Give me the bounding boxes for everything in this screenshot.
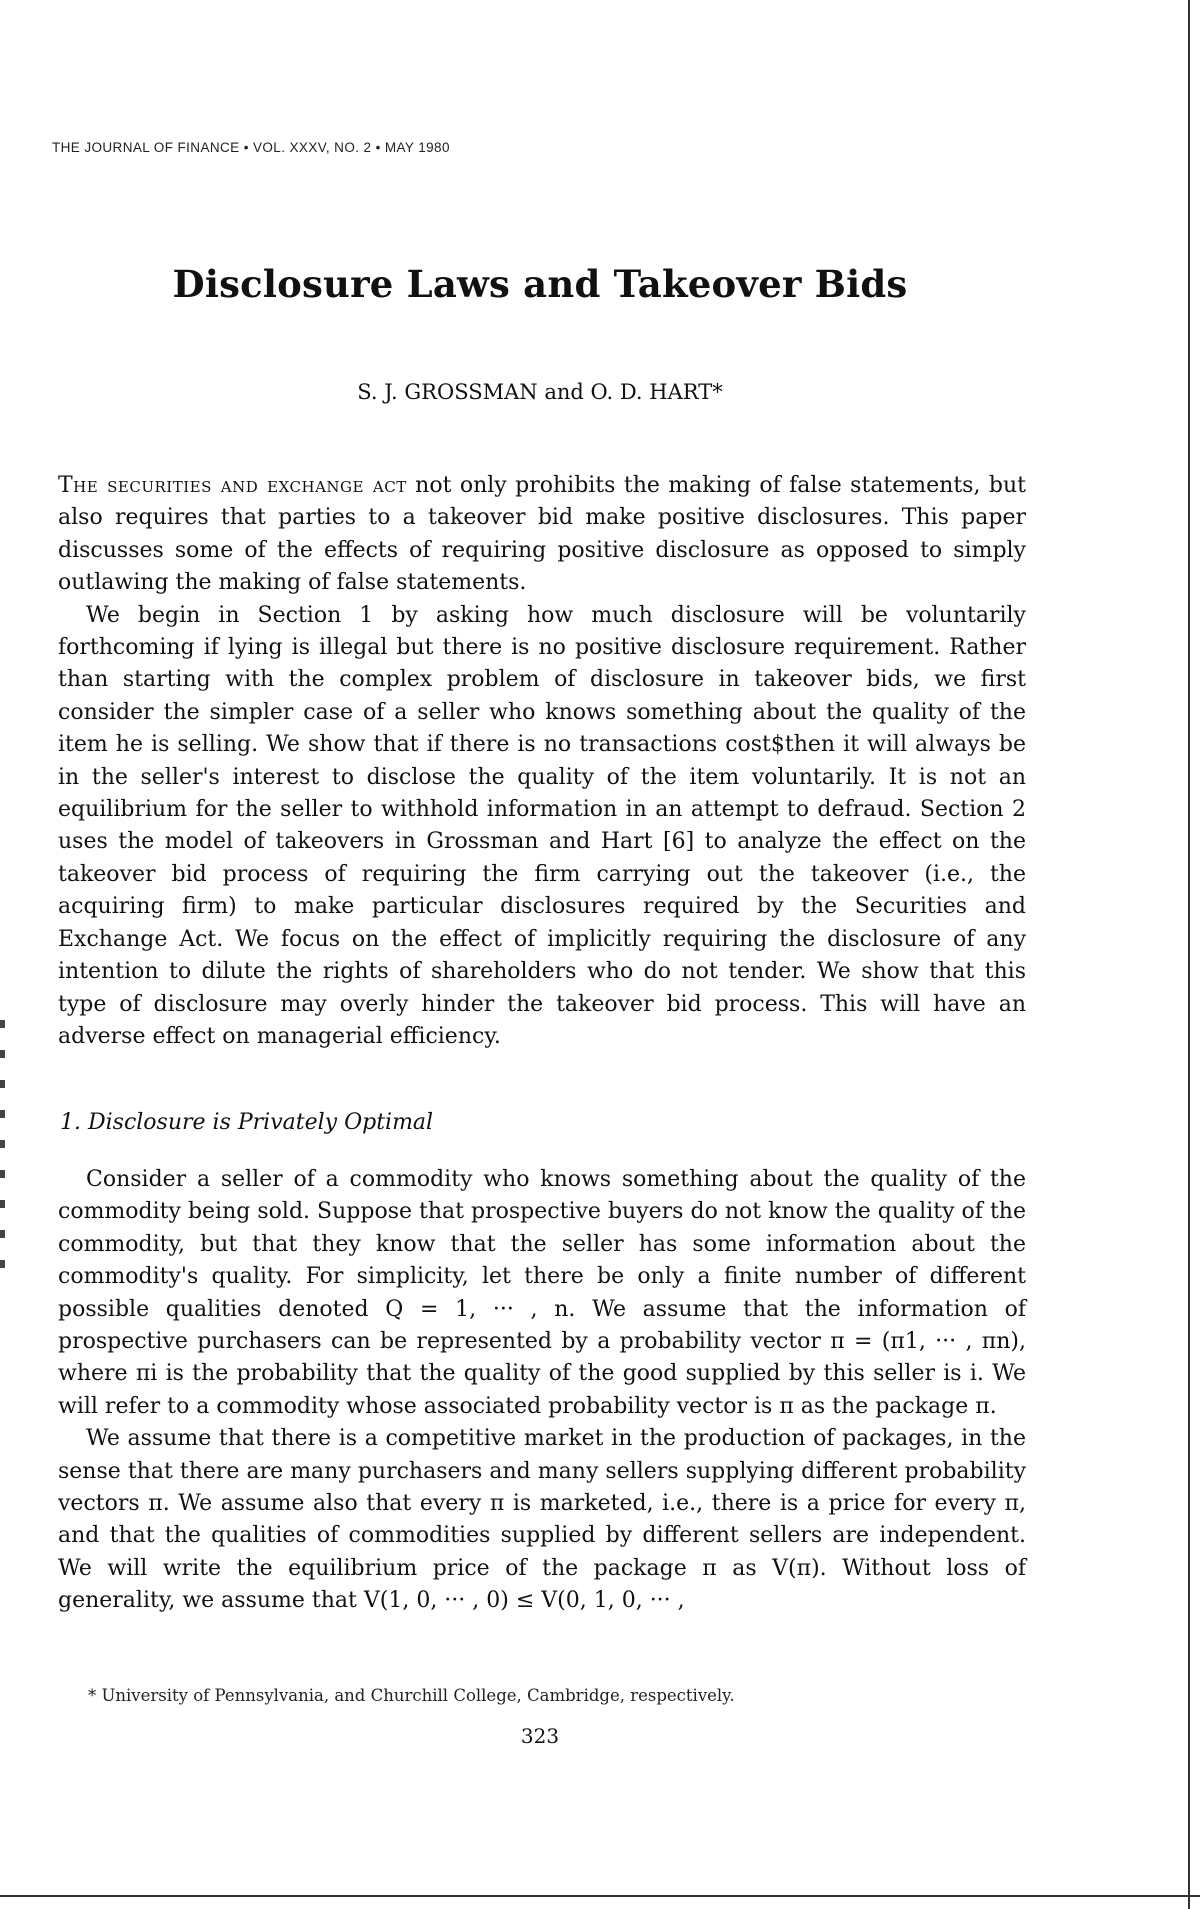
paper-title: Disclosure Laws and Takeover Bids xyxy=(172,262,908,306)
authors: S. J. GROSSMAN and O. D. HART* xyxy=(357,380,723,404)
footnote: * University of Pennsylvania, and Churchill College, Cambridge, respectively. xyxy=(88,1686,735,1705)
intro-paragraph-2: We begin in Section 1 by asking how much disclosure will be voluntarily forthcoming if lying is illegal but there is no positive disclosure requirement. Rather than starting with the complex problem of disclosure in takeover bids, we first consider the simpler case of a seller who knows something about the quality of the item he is selling. We show that if there is no transactions cost$then it will always be in the seller's interest to disclose the quality of the item voluntarily. It is not an equilibrium for the seller to withhold information in an attempt to defraud. Section 2 uses the model of takeovers in Grossman and Hart [6] to analyze the effect on the takeover bid process of requiring the firm carrying out the takeover (i.e., the acquiring firm) to make particular disclosures required by the Securities and Exchange Act. We focus on the effect of implicitly requiring the disclosure of any intention to dilute the rights of shareholders who do not tender. We show that this type of disclosure may overly hinder the takeover bid process. This will have an adverse effect on managerial efficiency. xyxy=(58,602,1026,1049)
intro-paragraph-1 xyxy=(58,470,1026,600)
journal-header: THE JOURNAL OF FINANCE • VOL. XXXV, NO. 2 • MAY 1980 xyxy=(52,140,450,155)
section-heading: 1. Disclosure is Privately Optimal xyxy=(60,1110,434,1135)
scan-binding-marks xyxy=(0,1020,5,1280)
intro-paragraph-1-text: not only prohibits the making of false statements, but also requires that parties to a takeover bid make positive disclosures. This paper discusses some of the effects of requiring positive disclosure as opposed to simply outlawing the making of false statements. xyxy=(58,473,1026,596)
scan-edge xyxy=(1188,0,1190,1909)
section-1-paragraph-2: We assume that there is a competitive market in the production of packages, in the sense that there are many purchasers and many sellers supplying different probability vectors π. We assume also that every π is marketed, i.e., there is a price for every π, and that the qualities of commodities supplied by different sellers are independent. We will write the equilibrium price of the package π as V(π). Without loss of generality, we assume that V(1, 0, ··· , 0) ≤ V(0, 1, 0, ··· , xyxy=(58,1426,1026,1614)
page-number: 323 xyxy=(520,1724,560,1748)
scan-bottom-edge xyxy=(0,1895,1200,1897)
introduction xyxy=(58,470,1026,1053)
lead-smallcaps: The securities and exchange act xyxy=(58,473,407,498)
section-1-body xyxy=(58,1164,1026,1618)
section-1-paragraph-1: Consider a seller of a commodity who knows something about the quality of the commodity being sold. Suppose that prospective buyers do not know the quality of the commodity, but that they know that the seller has some information about the commodity's quality. For simplicity, let there be only a finite number of different possible qualities denoted Q = 1, ··· , n. We assume that the information of prospective purchasers can be represented by a probability vector π = (π1, ··· , πn), where πi is the probability that the quality of the good supplied by this seller is i. We will refer to a commodity whose associated probability vector is π as the package π. xyxy=(58,1167,1026,1419)
